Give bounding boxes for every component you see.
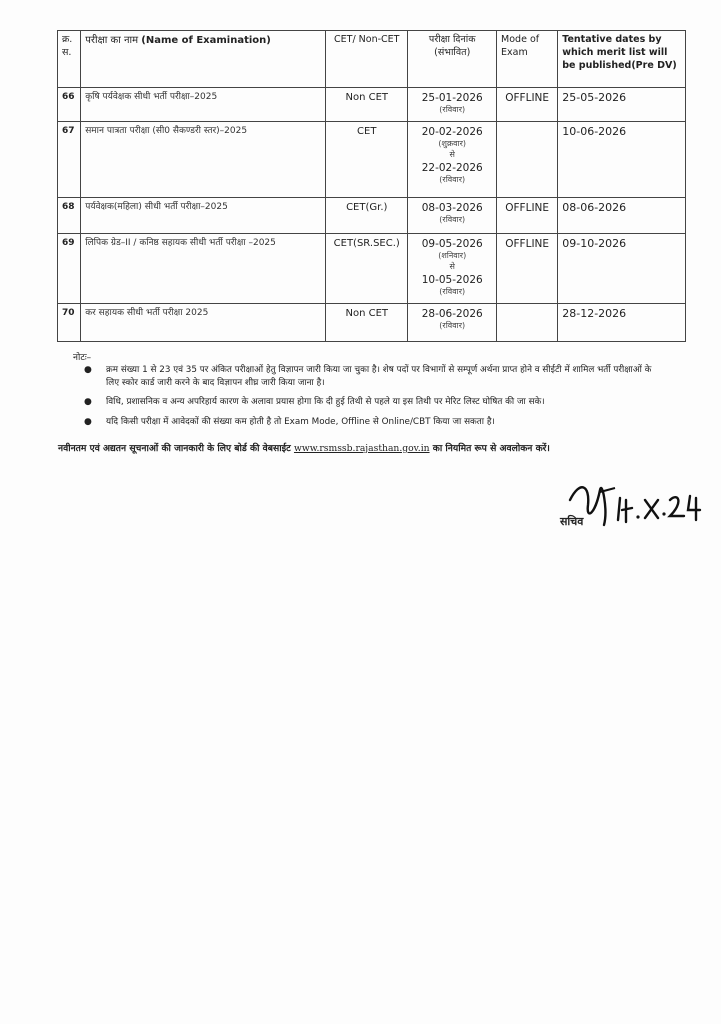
exam-date-text: 09-05-2026 [421, 238, 483, 250]
date-range-separator: से [449, 261, 455, 271]
exam-day-text: (रविवार) [439, 105, 466, 115]
row-exam-name [81, 304, 326, 342]
row-exam-mode [497, 304, 558, 342]
exam-end-day-text: (रविवार) [439, 174, 466, 184]
exam-day-text: (शुक्रवार) [438, 139, 467, 149]
note-text: यदि किसी परीक्षा में आवेदकों की संख्या कम होती है तो Exam Mode, Offline से Online/CBT किया जा सकता है। [106, 416, 495, 427]
row-serial-no [58, 198, 81, 234]
row-merit-date [558, 198, 686, 234]
row-serial-no [58, 88, 81, 122]
row-cet-type [326, 234, 408, 304]
row-cet-type [326, 88, 408, 122]
row-serial-no [58, 122, 81, 198]
note-text: क्रम संख्या 1 से 23 एवं 35 पर अंकित परीक्षाओं हेतु विज्ञापन जारी किया जा चुका है। शेष पदों पर विभागों से सम्पूर्ण अर्थना प्राप्त होने व सीईटी में शामिल भर्ती परीक्षाओं के लिए स्कोर कार्ड जारी करने के बाद विज्ञापन शीघ्र जारी किया जाना है। [106, 365, 652, 389]
table-row [58, 304, 686, 342]
exam-schedule-table [57, 30, 686, 342]
row-merit-date [558, 122, 686, 198]
exam-name-text: लिपिक ग्रेड–II / कनिष्ठ सहायक सीधी भर्ती परीक्षा –2025 [85, 238, 276, 248]
bullet-icon: ● [84, 397, 92, 408]
table-row [58, 88, 686, 122]
row-exam-name [81, 198, 326, 234]
row-exam-mode [497, 234, 558, 304]
exam-name-text: कर सहायक सीधी भर्ती परीक्षा 2025 [85, 308, 209, 318]
exam-end-date-text: 10-05-2026 [421, 273, 483, 286]
serial-no-text: 70 [62, 308, 75, 318]
notice-text-before: नवीनतम एवं अद्यतन सूचनाओं की जानकारी के लिए बोर्ड की वेबसाईट [58, 443, 294, 454]
cet-type-text: CET(SR.SEC.) [333, 238, 400, 249]
table-header-row [58, 31, 686, 88]
designation-secretary: सचिव [560, 515, 584, 528]
exam-date-text: 08-03-2026 [421, 202, 483, 214]
row-exam-name [81, 234, 326, 304]
row-merit-date [558, 88, 686, 122]
exam-date-text: 20-02-2026 [421, 126, 483, 138]
exam-name-text: कृषि पर्यवेक्षक सीधी भर्ती परीक्षा–2025 [85, 92, 218, 102]
website-link[interactable]: www.rsmssb.rajasthan.gov.in [293, 443, 430, 454]
row-exam-mode [497, 88, 558, 122]
cet-type-text: CET [357, 126, 377, 137]
cet-type-text: Non CET [345, 92, 388, 103]
exam-day-text: (रविवार) [439, 321, 466, 331]
serial-no-text: 68 [62, 202, 75, 212]
note-item [84, 416, 664, 430]
exam-name-text: पर्यवेक्षक(महिला) सीधी भर्ती परीक्षा–2025 [85, 202, 228, 212]
exam-mode-text: OFFLINE [505, 202, 550, 214]
note-item [84, 396, 664, 410]
header-cet: CET/ Non-CET [326, 31, 408, 88]
note-label: नोटः– [73, 353, 92, 363]
table-row [58, 122, 686, 198]
row-exam-date [408, 304, 497, 342]
exam-end-day-text: (रविवार) [439, 286, 466, 296]
row-exam-date [408, 88, 497, 122]
row-exam-date [408, 122, 497, 198]
table-row [58, 234, 686, 304]
note-item [84, 364, 664, 390]
header-merit-date: Tentative dates by which merit list will be published(Pre DV) [558, 31, 686, 88]
row-serial-no [58, 304, 81, 342]
row-exam-mode [497, 198, 558, 234]
notes-list [84, 364, 664, 435]
merit-date-text: 28-12-2026 [562, 307, 627, 320]
row-merit-date [558, 304, 686, 342]
exam-date-text: 25-01-2026 [421, 92, 483, 104]
merit-date-text: 08-06-2026 [562, 201, 627, 214]
note-text: विधि, प्रशासनिक व अन्य अपरिहार्य कारण के अलावा प्रयास होगा कि दी हुई तिथी से पहले या इस तिथी पर मेरिट लिस्ट घोषित की जा सके। [106, 397, 545, 408]
exam-mode-text: OFFLINE [505, 92, 550, 104]
website-notice [58, 442, 658, 456]
row-exam-name [81, 122, 326, 198]
bullet-icon: ● [84, 416, 92, 427]
row-merit-date [558, 234, 686, 304]
exam-end-date-text: 22-02-2026 [421, 161, 483, 174]
notice-text-after: का नियमित रूप से अवलोकन करें। [429, 443, 550, 454]
exam-name-text: समान पात्रता परीक्षा (सी0 सैकण्डरी स्तर)–2025 [85, 126, 248, 136]
row-serial-no [58, 234, 81, 304]
header-exam-name [81, 31, 326, 88]
header-mode: Mode of Exam [497, 31, 558, 88]
header-exam-name-english: (Name of Examination) [141, 35, 271, 46]
cet-type-text: CET(Gr.) [346, 202, 388, 213]
exam-day-text: (रविवार) [439, 215, 466, 225]
header-serial-no: क्र. स. [58, 31, 81, 88]
exam-day-text: (शनिवार) [438, 251, 467, 261]
serial-no-text: 67 [62, 126, 75, 136]
row-cet-type [326, 122, 408, 198]
row-cet-type [326, 198, 408, 234]
header-exam-date: परीक्षा दिनांक (संभावित) [408, 31, 497, 88]
header-exam-name-hindi: परीक्षा का नाम [85, 35, 139, 46]
merit-date-text: 09-10-2026 [562, 237, 627, 250]
row-exam-date [408, 198, 497, 234]
serial-no-text: 66 [62, 92, 75, 102]
row-exam-date [408, 234, 497, 304]
merit-date-text: 25-05-2026 [562, 91, 627, 104]
row-exam-mode [497, 122, 558, 198]
serial-no-text: 69 [62, 238, 75, 248]
exam-date-text: 28-06-2026 [421, 308, 483, 320]
row-exam-name [81, 88, 326, 122]
date-range-separator: से [449, 149, 455, 159]
row-cet-type [326, 304, 408, 342]
table-row [58, 198, 686, 234]
handwritten-signature [560, 470, 710, 540]
cet-type-text: Non CET [345, 308, 388, 319]
merit-date-text: 10-06-2026 [562, 125, 627, 138]
exam-mode-text: OFFLINE [505, 238, 550, 250]
bullet-icon: ● [84, 365, 92, 375]
